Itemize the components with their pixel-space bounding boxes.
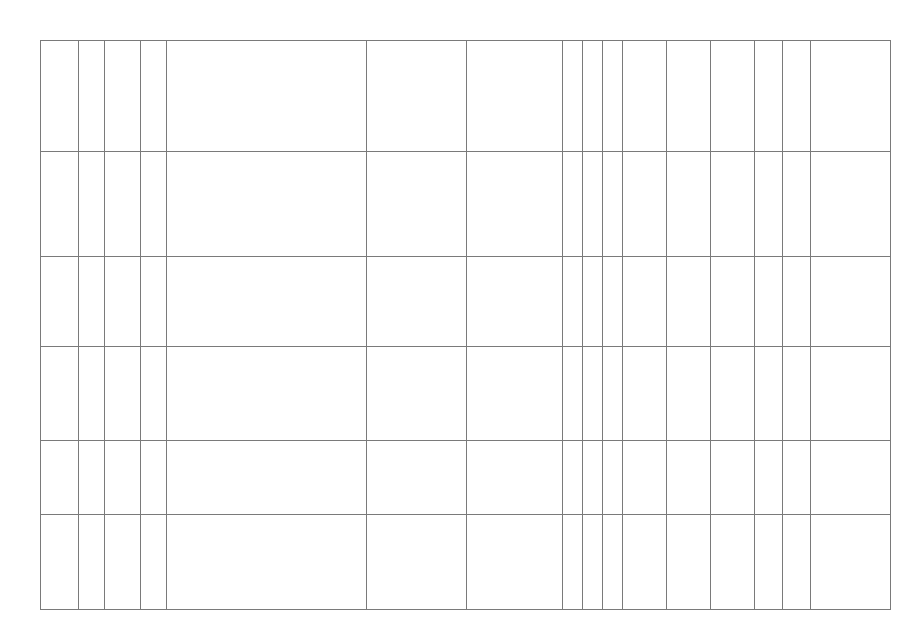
route-description-cell xyxy=(167,346,367,441)
table-cell xyxy=(603,256,623,346)
table-cell xyxy=(583,346,603,441)
table-cell xyxy=(603,151,623,256)
table-row xyxy=(41,515,891,610)
route-description-cell xyxy=(167,256,367,346)
table-cell xyxy=(783,441,811,515)
table-cell xyxy=(667,441,711,515)
table-cell xyxy=(41,41,79,152)
table-cell xyxy=(667,515,711,610)
table-cell xyxy=(811,41,891,152)
table-cell xyxy=(563,346,583,441)
table-cell xyxy=(41,256,79,346)
table-cell xyxy=(623,441,667,515)
table-cell xyxy=(603,515,623,610)
table-cell xyxy=(711,515,755,610)
table-cell xyxy=(79,346,105,441)
table-cell xyxy=(105,346,141,441)
route-description-cell xyxy=(167,515,367,610)
route-description-cell xyxy=(167,41,367,152)
table-cell xyxy=(755,346,783,441)
table-cell xyxy=(755,256,783,346)
table-cell xyxy=(141,256,167,346)
table-cell xyxy=(583,151,603,256)
route-description-cell xyxy=(167,151,367,256)
table-cell xyxy=(367,256,467,346)
route-description-cell xyxy=(167,441,367,515)
table-cell xyxy=(623,515,667,610)
route-register-table xyxy=(40,40,891,610)
table-cell xyxy=(563,256,583,346)
table-row xyxy=(41,256,891,346)
table-cell xyxy=(563,151,583,256)
table-row xyxy=(41,151,891,256)
table-cell xyxy=(711,256,755,346)
table-cell xyxy=(141,441,167,515)
table-cell xyxy=(563,515,583,610)
table-cell xyxy=(141,515,167,610)
table-cell xyxy=(367,151,467,256)
table-cell xyxy=(623,151,667,256)
table-cell xyxy=(811,441,891,515)
table-cell xyxy=(667,346,711,441)
table-cell xyxy=(755,151,783,256)
table-cell xyxy=(105,515,141,610)
table-cell xyxy=(563,441,583,515)
table-cell xyxy=(603,41,623,152)
table-row xyxy=(41,441,891,515)
table-cell xyxy=(41,346,79,441)
table-cell xyxy=(563,41,583,152)
table-cell xyxy=(711,41,755,152)
table-cell xyxy=(755,441,783,515)
table-cell xyxy=(783,346,811,441)
table-cell xyxy=(467,441,563,515)
table-cell xyxy=(105,41,141,152)
table-cell xyxy=(467,346,563,441)
table-cell xyxy=(711,346,755,441)
table-body xyxy=(41,41,891,610)
table-cell xyxy=(41,515,79,610)
table-cell xyxy=(41,441,79,515)
table-cell xyxy=(367,441,467,515)
table-cell xyxy=(811,151,891,256)
table-cell xyxy=(711,151,755,256)
table-cell xyxy=(41,151,79,256)
table-cell xyxy=(141,151,167,256)
table-cell xyxy=(783,515,811,610)
table-cell xyxy=(667,151,711,256)
table-cell xyxy=(467,515,563,610)
table-cell xyxy=(583,515,603,610)
table-cell xyxy=(811,346,891,441)
table-cell xyxy=(583,41,603,152)
table-cell xyxy=(667,41,711,152)
table-cell xyxy=(623,256,667,346)
table-cell xyxy=(667,256,711,346)
table-cell xyxy=(105,151,141,256)
table-row xyxy=(41,41,891,152)
table-cell xyxy=(783,41,811,152)
table-cell xyxy=(583,256,603,346)
table-cell xyxy=(467,41,563,152)
table-cell xyxy=(623,346,667,441)
table-cell xyxy=(141,41,167,152)
table-cell xyxy=(467,151,563,256)
table-cell xyxy=(367,346,467,441)
table-cell xyxy=(811,256,891,346)
table-cell xyxy=(783,151,811,256)
table-cell xyxy=(711,441,755,515)
table-cell xyxy=(583,441,603,515)
table-cell xyxy=(105,256,141,346)
table-cell xyxy=(105,441,141,515)
table-cell xyxy=(79,41,105,152)
table-cell xyxy=(367,515,467,610)
table-cell xyxy=(141,346,167,441)
table-cell xyxy=(623,41,667,152)
table-cell xyxy=(467,256,563,346)
table-row xyxy=(41,346,891,441)
table-cell xyxy=(755,41,783,152)
table-cell xyxy=(367,41,467,152)
table-cell xyxy=(79,441,105,515)
table-cell xyxy=(79,151,105,256)
table-cell xyxy=(79,515,105,610)
table-cell xyxy=(755,515,783,610)
table-cell xyxy=(811,515,891,610)
table-cell xyxy=(603,346,623,441)
table-cell xyxy=(79,256,105,346)
table-cell xyxy=(603,441,623,515)
table-cell xyxy=(783,256,811,346)
